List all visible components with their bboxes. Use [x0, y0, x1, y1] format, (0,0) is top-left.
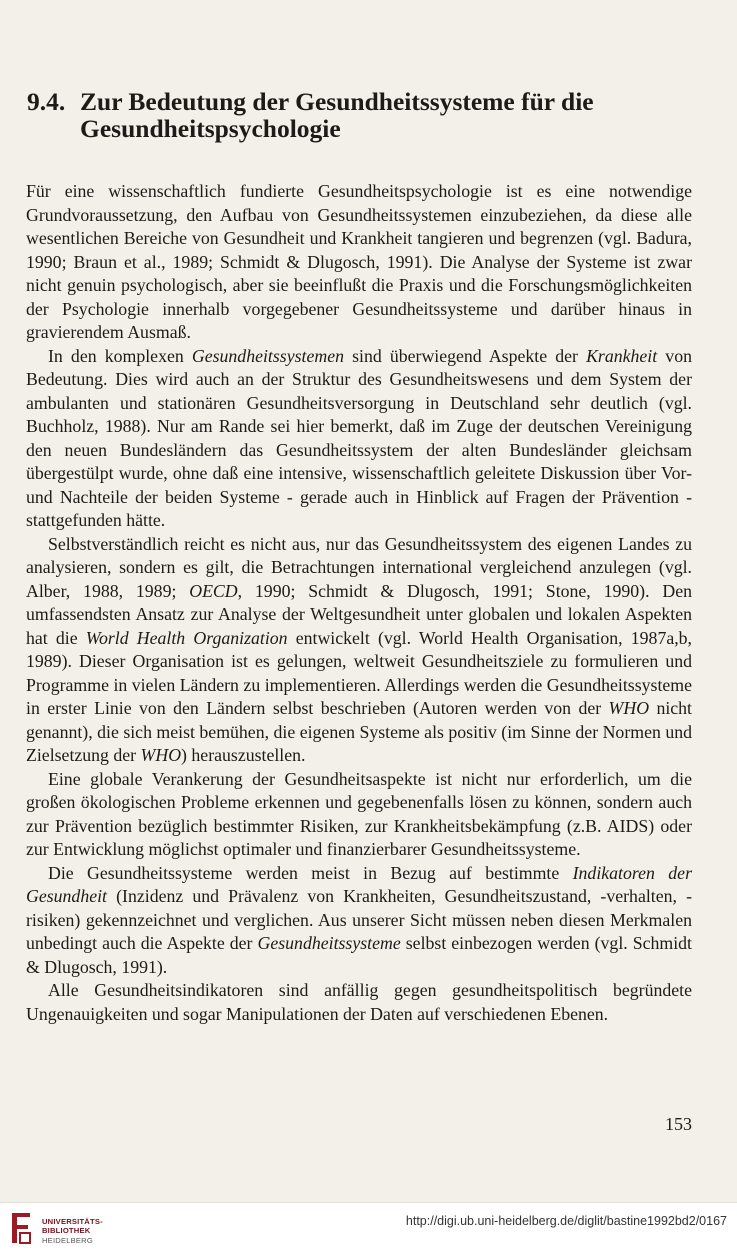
- text-run: selbst einbezogen werden (vgl. Schmidt & Dlugosch, 1991).: [26, 933, 692, 977]
- text-run: ) herauszustellen.: [181, 745, 306, 765]
- logo-line-2: BIBLIOTHEK: [42, 1226, 91, 1236]
- text-run: , 1990; Schmidt & Dlugosch, 1991; Stone, 1990). Den umfassendsten Ansatz zur Analyse der Weltgesundheit unter globalen und lokalen Aspekten hat die: [26, 580, 692, 648]
- text-run: In den komplexen: [48, 345, 192, 366]
- viewer-footer: [0, 1202, 737, 1256]
- emphasized-term: WHO: [608, 698, 650, 718]
- text-run: (Inzidenz und Prävalenz von Krankheiten, Gesundheitszustand, -verhalten, -risiken) gekennzeichnet und verglichen. Aus unserer Sicht müssen neben diesen Merkmalen unbedingt auch die Aspekte der: [26, 886, 692, 953]
- paragraph: [26, 533, 692, 768]
- text-run: Die Gesundheitssysteme werden meist in Bezug auf bestimmte: [48, 862, 573, 883]
- logo-line-1: UNIVERSITÄTS-: [42, 1217, 103, 1226]
- emphasized-term: Gesundheitssystemen: [191, 345, 344, 366]
- emphasized-term: Gesundheitssysteme: [257, 933, 401, 953]
- text-run: entwickelt (vgl. World Health Organisation, 1987a,b, 1989). Dieser Organisation ist es gelungen, weltweit Gesundheitsziele zu formulieren und Programme in vielen Ländern zu implementieren. Allerdings werden die Gesundheitssysteme in erster Linie von den Ländern selbst beschrieben (Autoren werden von der: [26, 627, 693, 718]
- section-number: 9.4.: [27, 87, 66, 116]
- section-heading: [27, 88, 647, 142]
- paragraph: [26, 979, 692, 1026]
- section-title-line1: Zur Bedeutung der Gesundheitssysteme für die: [80, 87, 594, 116]
- emphasized-term: OECD: [189, 580, 238, 601]
- emphasized-term: Indikatoren der Gesundheit: [26, 862, 692, 906]
- paragraph: [26, 345, 692, 533]
- library-logo-text: [42, 1217, 103, 1245]
- logo-line-3: HEIDELBERG: [42, 1235, 93, 1245]
- text-run: Alle Gesundheitsindikatoren sind anfällig gegen gesundheitspolitisch begründete Ungenauigkeiten und sogar Manipulationen der Daten auf verschiedenen Ebenen.: [26, 980, 692, 1024]
- text-run: nicht genannt), die sich meist bemühen, die eigenen Systeme als positiv (im Sinne der Normen und Zielsetzung der: [26, 698, 693, 765]
- page-number: 153: [665, 1114, 692, 1134]
- text-run: Selbstverständlich reicht es nicht aus, nur das Gesundheitssystem des eigenen Landes zu analysieren, sondern es gilt, die Betrachtungen international vergleichend anzulegen (vgl. Alber, 1988, 1989;: [26, 533, 692, 601]
- university-library-logo-icon: [8, 1211, 34, 1245]
- emphasized-term: WHO: [140, 745, 182, 765]
- body-text: [26, 180, 692, 1026]
- text-run: Eine globale Verankerung der Gesundheitsaspekte ist nicht nur erforderlich, um die großen ökologischen Probleme erkennen und gegebenenfalls lösen zu können, sondern auch zur Prävention bezüglich bestimmter Risiken, zur Krankheitsbekämpfung (z.B. AIDS) oder zur Entwicklung möglichst optimaler und finanzierbarer Gesundheitssysteme.: [26, 768, 692, 859]
- text-run: sind überwiegend Aspekte der: [343, 345, 587, 366]
- source-url[interactable]: http://digi.ub.uni-heidelberg.de/diglit/bastine1992bd2/0167: [405, 1214, 727, 1228]
- text-run: von Bedeutung. Dies wird auch an der Struktur des Gesundheitswesens und dem System der ambulanten und stationären Gesundheitsversorgung in Deutschland sehr deutlich (vgl. Buchholz, 1988). Nur am Rande sei hier bemerkt, daß im Zuge der deutschen Vereinigung den neuen Bundesländern das Gesundheitssystem der alten Bundesländer gleichsam übergestülpt wurde, ohne daß eine intensive, wissenschaftlich geleitete Diskussion über Vor- und Nachteile der beiden Systeme - gerade auch in Hinblick auf Fragen der Prävention - stattgefunden hätte.: [26, 345, 692, 530]
- paragraph: [26, 862, 692, 980]
- paragraph: [26, 180, 692, 345]
- text-run: Für eine wissenschaftlich fundierte Gesundheitspsychologie ist es eine notwendige Grundvoraussetzung, den Aufbau von Gesundheitssystemen einzubeziehen, da diese alle wesentlichen Bereiche von Gesundheit und Krankheit tangieren und begrenzen (vgl. Badura, 1990; Braun et al., 1989; Schmidt & Dlugosch, 1991). Die Analyse der Systeme ist zwar nicht genuin psychologisch, aber sie beeinflußt die Praxis und die Forschungsmöglichkeiten der Psychologie innerhalb vorgegebener Gesundheitssysteme und darüber hinaus in gravierendem Ausmaß.: [26, 181, 692, 342]
- emphasized-term: World Health Organization: [85, 627, 288, 648]
- section-title-line2: Gesundheitspsychologie: [80, 114, 341, 143]
- emphasized-term: Krankheit: [586, 345, 658, 366]
- paragraph: [26, 768, 692, 862]
